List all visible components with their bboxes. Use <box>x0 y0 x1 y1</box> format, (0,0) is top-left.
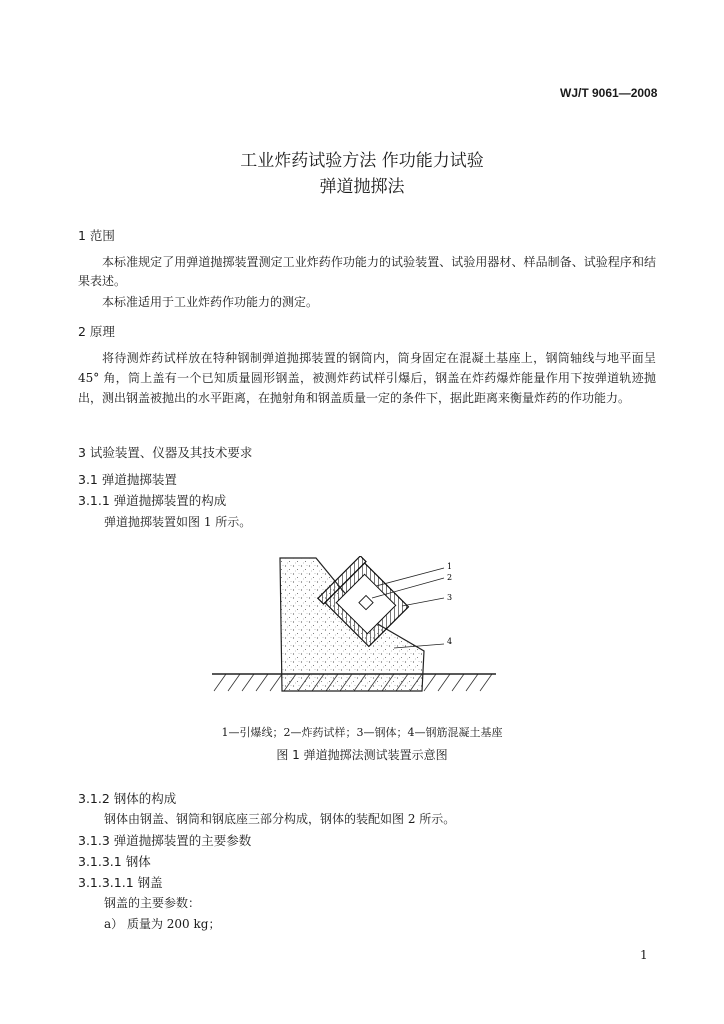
section-3-1-3-1-1-heading: 3.1.3.1.1 钢盖 <box>78 875 163 890</box>
section-1-paragraph-2: 本标准适用于工业炸药作功能力的测定。 <box>102 295 319 309</box>
figure-label-1: 1 <box>447 562 453 571</box>
section-3-1-3-1-heading: 3.1.3.1 钢体 <box>78 854 151 869</box>
figure-label-4: 4 <box>447 637 453 646</box>
section-2-paragraph-1: 将待测炸药试样放在特种钢制弹道抛掷装置的钢筒内，筒身固定在混凝土基座上，钢筒轴线与地平面呈 45° 角，筒上盖有一个已知质量圆形钢盖，被测炸药试样引爆后，钢盖在炸药爆炸能量作用下按弹道轨迹抛出，测出钢盖被抛出的水平距离，在抛射角和钢盖质量一定的条件下，据此距离来衡量炸药的作功能力。 <box>78 351 656 405</box>
figure-label-2: 2 <box>447 573 453 582</box>
figure-1-ballistic-mortar-diagram <box>204 556 504 706</box>
section-1-paragraph-1: 本标准规定了用弹道抛掷装置测定工业炸药作功能力的试验装置、试验用器材、样品制备、试验程序和结果表述。 <box>78 255 656 288</box>
section-3-1-heading: 3.1 弹道抛掷装置 <box>78 472 177 487</box>
page-number: 1 <box>640 948 648 962</box>
section-3-heading: 3 试验装置、仪器及其技术要求 <box>78 445 253 460</box>
figure-1-caption: 图 1 弹道抛掷法测试装置示意图 <box>276 748 448 762</box>
section-3-1-2-text: 钢体由钢盖、钢筒和钢底座三部分构成，钢体的装配如图 2 所示。 <box>104 812 456 826</box>
list-item-a: a） 质量为 200 kg； <box>104 917 221 931</box>
document-title-line2: 弹道抛掷法 <box>319 177 405 197</box>
figure-label-3: 3 <box>447 593 453 602</box>
section-3-1-1-heading: 3.1.1 弹道抛掷装置的构成 <box>78 493 227 508</box>
section-2-heading: 2 原理 <box>78 324 115 339</box>
section-3-1-1-text: 弹道抛掷装置如图 1 所示。 <box>104 515 252 529</box>
section-3-1-3-1-1-text: 钢盖的主要参数： <box>104 896 201 910</box>
section-3-1-2-heading: 3.1.2 钢体的构成 <box>78 791 177 806</box>
section-3-1-3-heading: 3.1.3 弹道抛掷装置的主要参数 <box>78 833 252 848</box>
standard-code: WJ/T 9061—2008 <box>560 86 658 100</box>
section-1-heading: 1 范围 <box>78 228 115 243</box>
figure-1-legend: 1—引爆线；2—炸药试样；3—钢体；4—钢筋混凝土基座 <box>221 726 503 739</box>
document-title-line1: 工业炸药试验方法 作功能力试验 <box>240 151 484 171</box>
